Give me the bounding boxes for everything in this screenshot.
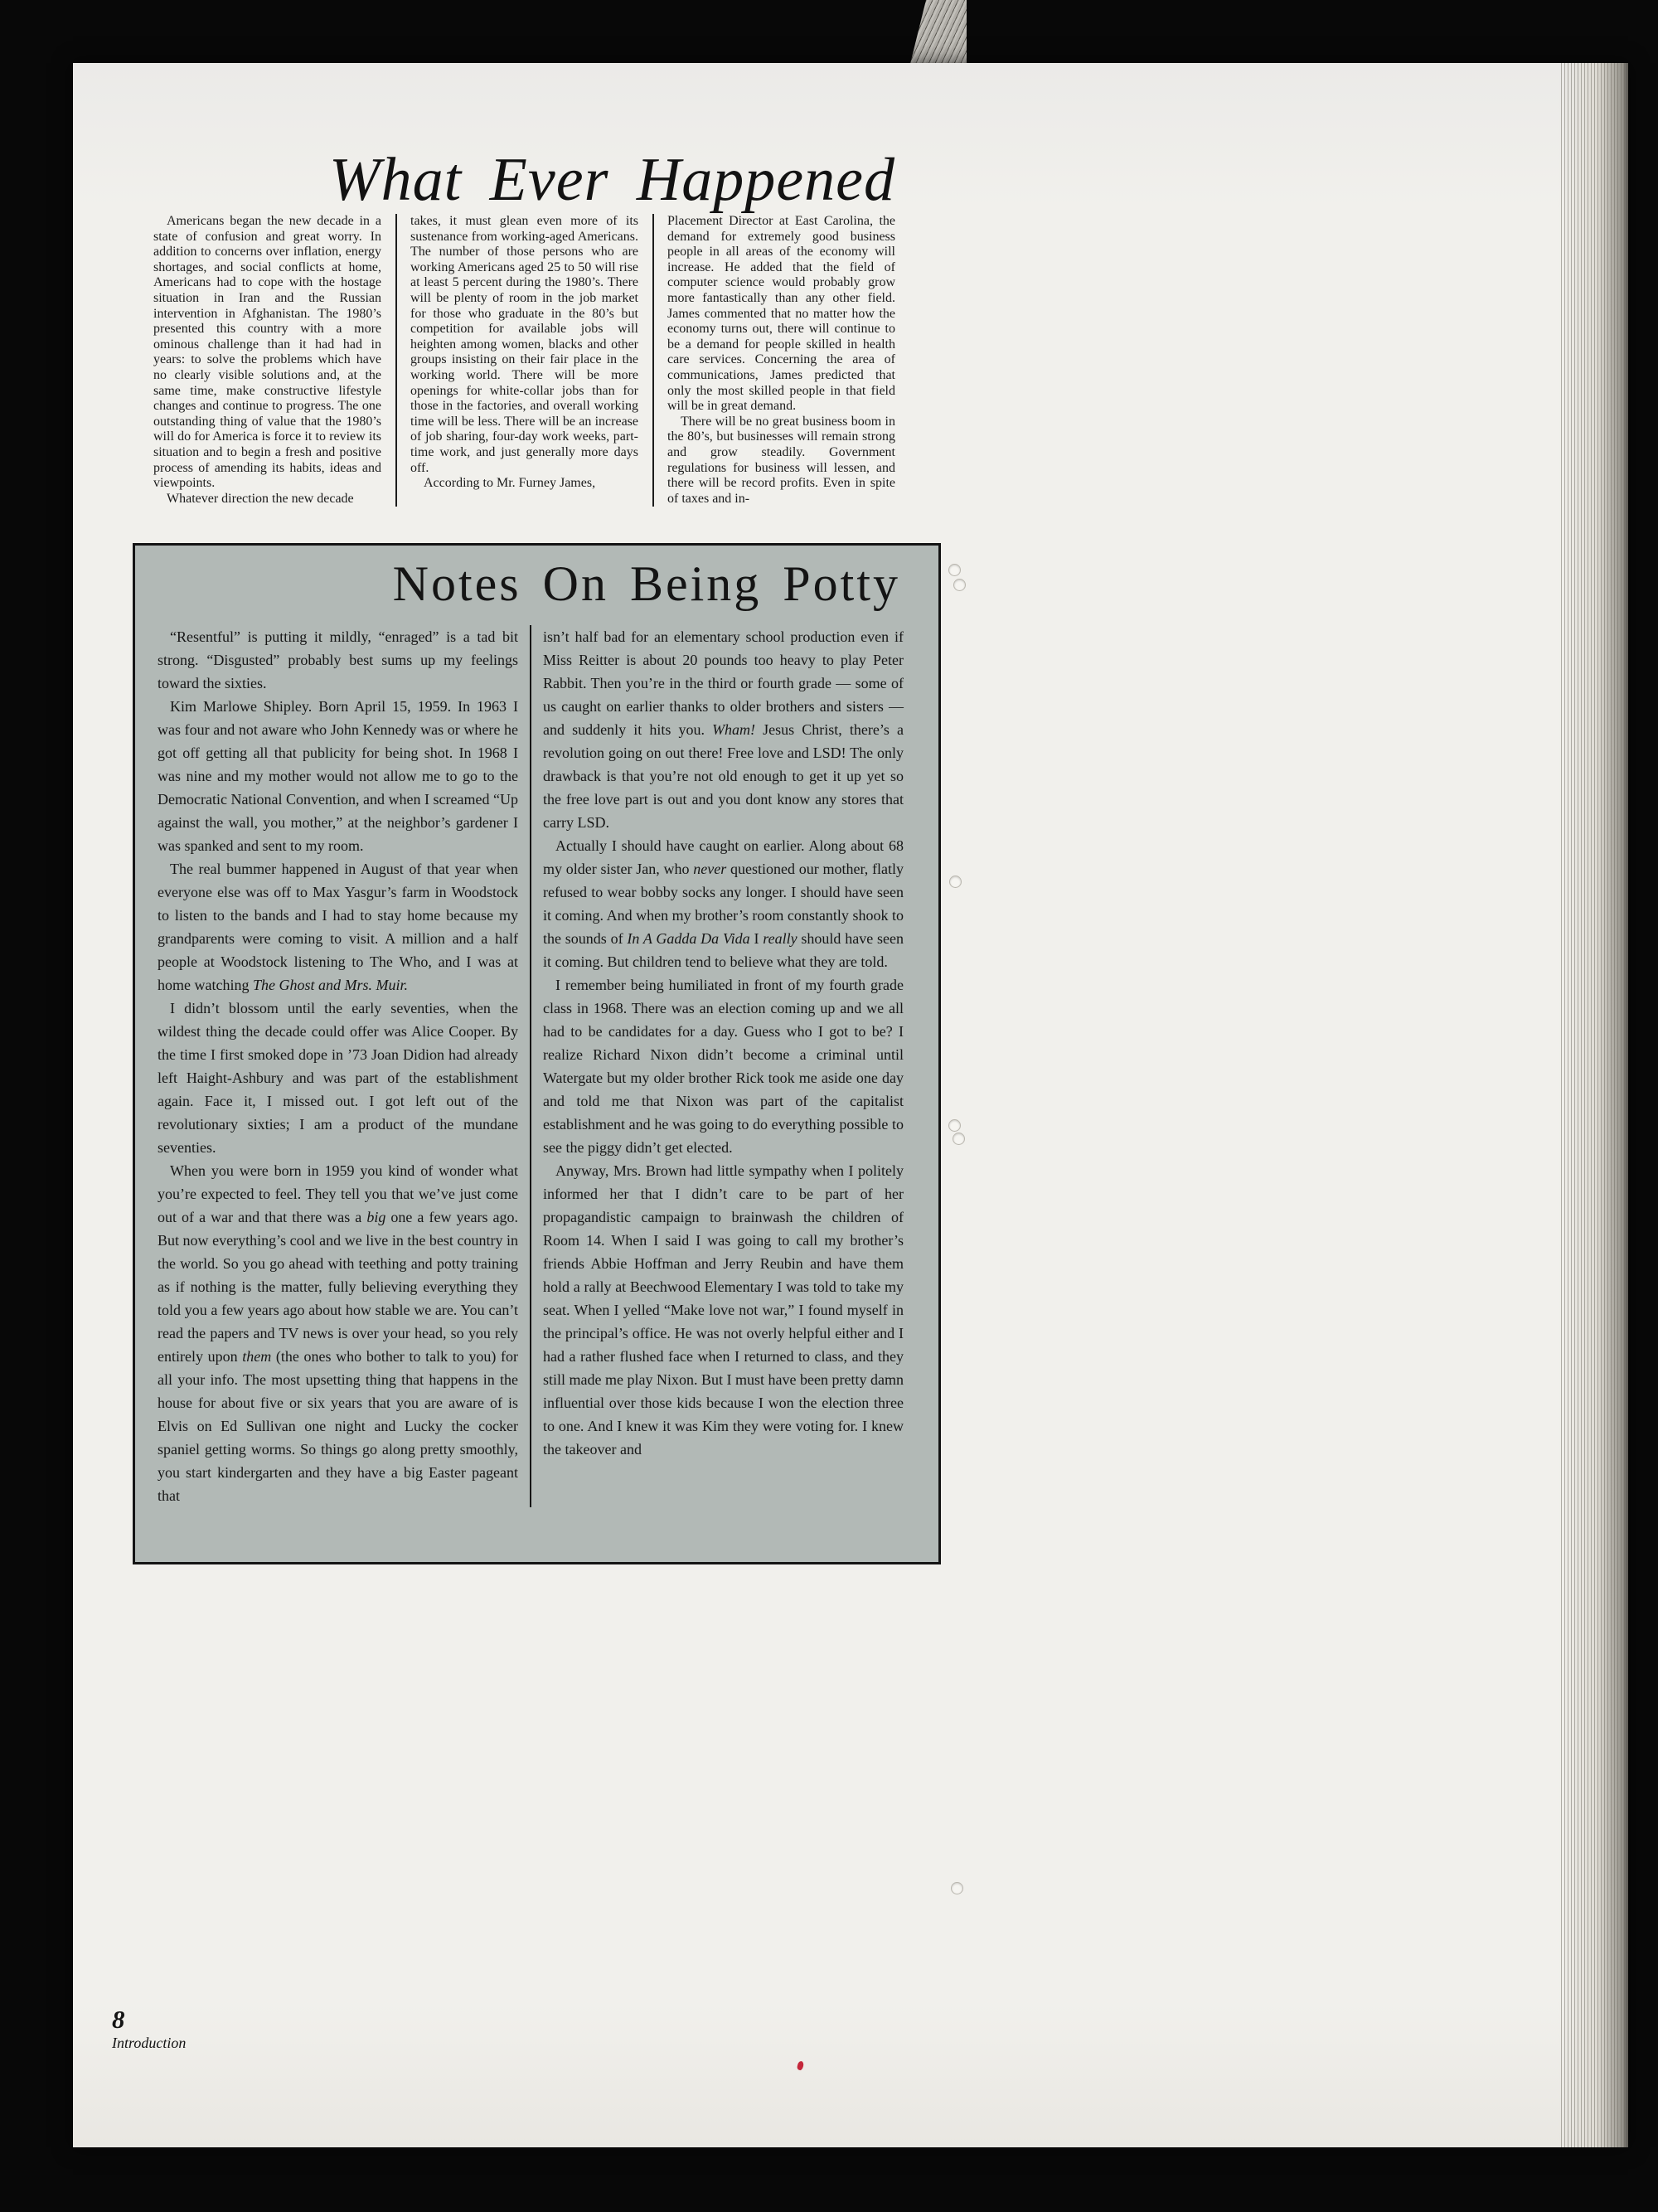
binding-hole — [948, 564, 961, 576]
article-title: What Ever Happened — [328, 146, 895, 214]
page-stack-corner — [910, 0, 967, 64]
page-footer — [112, 2006, 186, 2051]
notes-article-box — [133, 543, 941, 1564]
notes-columns — [135, 610, 938, 1507]
article-column-1: Americans began the new decade in a state of confusion and great worry. In addition to concerns over inflation, energy shortages, and social conflicts at home, Americans had to cope with the hostage situation in Iran and the Russian intervention in Afghanistan. The 1980’s presented this country with a more ominous challenge than it had had in years: to solve the problems which have no clearly visible solutions and, at the same time, make constructive lifestyle changes and continue to progress. The one outstanding thing of value that the 1980’s will do for America is force it to review its situation and to begin a fresh and positive process of amending its habits, ideas and viewpoints. Whatever direction the new decade — [153, 214, 381, 506]
page-number: 8 — [112, 2005, 125, 2034]
notes-column-divider — [530, 625, 531, 1507]
binding-hole — [951, 1882, 963, 1894]
page-fore-edge — [1559, 63, 1628, 2147]
article-column-3: Placement Director at East Carolina, the demand for extremely good business people in all areas of the economy will increase. He added that the field of computer science would probably grow more fantastically than any other field. James commented that no matter how the economy turns out, there will continue to be a demand for people skilled in health care services. Concerning the area of communications, James predicted that only the most skilled people in that field will be in great demand. There will be no great business boom in the 80’s, but businesses will remain strong and grow steadily. Government regulations for business will lessen, and there will be record profits. Even in spite of taxes and in- — [667, 214, 895, 506]
binding-hole — [948, 1119, 961, 1132]
binding-hole — [949, 876, 962, 888]
column-divider — [395, 214, 397, 507]
stray-red-mark — [797, 2060, 804, 2070]
article-columns — [153, 214, 895, 507]
binding-hole — [953, 579, 966, 591]
notes-column-1: “Resentful” is putting it mildly, “enraged” is a tad bit strong. “Disgusted” probably best sums up my feelings toward the sixties. Kim Marlowe Shipley. Born April 15, 1959. In 1963 I was four and not aware who John Kennedy was or where he got off getting all that publicity for being shot. In 1968 I was nine and my mother would not allow me to go to the Democratic National Convention, and when I screamed “Up against the wall, you mother,” at the neighbor’s gardener I was spanked and sent to my room. The real bummer happened in August of that year when everyone else was off to Max Yasgur’s farm in Woodstock to listen to the bands and I had to stay home because my grandparents were coming to visit. A million and a half people at Woodstock listening to The Who, and I was at home watching The Ghost and Mrs. Muir. I didn’t blossom until the early seventies, when the wildest thing the decade could offer was Alice Cooper. By the time I first smoked dope in ’73 Joan Didion had already left Haight-Ashbury and was part of the establishment again. Face it, I missed out. I got left out of the revolutionary sixties; I am a product of the mundane seventies. When you were born in 1959 you kind of wonder what you’re expected to feel. They tell you that we’ve just come out of a war and that there was a big one a few years ago. But now everything’s cool and we live in the best country in the world. So you go ahead with teething and potty training as if nothing is the matter, fully believing everything they told you a few years ago about how stable we are. You can’t read the papers and TV news is over your head, so you rely entirely upon them (the ones who bother to talk to you) for all your info. The most upsetting thing that happens in the house for about five or six years that you are aware of is Elvis on Ed Sullivan one night and Lucky the cocker spaniel getting worms. So things go along pretty smoothly, you start kindergarten and they have a big Easter pageant that — [158, 628, 519, 1504]
yearbook-page — [73, 63, 1628, 2147]
notes-title: Notes On Being Potty — [392, 556, 900, 611]
notes-column-2: isn’t half bad for an elementary school production even if Miss Reitter is about 20 pounds too heavy to play Peter Rabbit. Then you’re in the third or fourth grade — some of us caught on earlier thanks to older brothers and sisters — and suddenly it hits you. Wham! Jesus Christ, there’s a revolution going on out there! Free love and LSD! The only drawback is that you’re not old enough to get it up yet so the free love part is out and you dont know any stores that carry LSD. Actually I should have caught on earlier. Along about 68 my older sister Jan, who never questioned our mother, flatly refused to wear bobby socks any longer. I should have seen it coming. And when my brother’s room constantly shook to the sounds of In A Gadda Da Vida I really should have seen it coming. But children tend to believe what they are told. I remember being humiliated in front of my fourth grade class in 1968. There was an election coming up and we all had to be candidates for a day. Guess who I got to be? I realize Richard Nixon didn’t become a criminal until Watergate but my older brother Rick took me aside one day and told me that Nixon was part of the capitalist establishment and he was going to do everything possible to see the piggy didn’t get elected. Anyway, Mrs. Brown had little sympathy when I politely informed her that I didn’t care to be part of her propagandistic campaign to brainwash the children of Room 14. When I said I was going to call my brother’s friends Abbie Hoffman and Jerry Reubin and have them hold a rally at Beechwood Elementary I was told to take my seat. When I yelled “Make love not war,” I found myself in the principal’s office. He was not overly helpful either and I had a rather flushed face when I returned to class, and they still made me play Nixon. But I must have been pretty damn influential over those kids because I won the election three to one. And I knew it was Kim they were voting for. I knew the takeover and — [543, 628, 904, 1458]
section-label: Introduction — [112, 2035, 187, 2051]
column-divider — [652, 214, 654, 507]
binding-hole — [953, 1133, 965, 1145]
article-column-2: takes, it must glean even more of its sustenance from working-aged Americans. The number of those persons who are working Americans aged 25 to 50 will rise at least 5 percent during the 1980’s. There will be plenty of room in the job market for those who graduate in the 80’s but competition for available jobs will heighten among women, blacks and other groups insisting on their fair place in the working world. There will be more openings for white-collar jobs than for those in the factories, and overall working time will be less. There will be an increase of job sharing, four-day work weeks, part-time work, and just generally more days off. According to Mr. Furney James, — [410, 214, 638, 491]
